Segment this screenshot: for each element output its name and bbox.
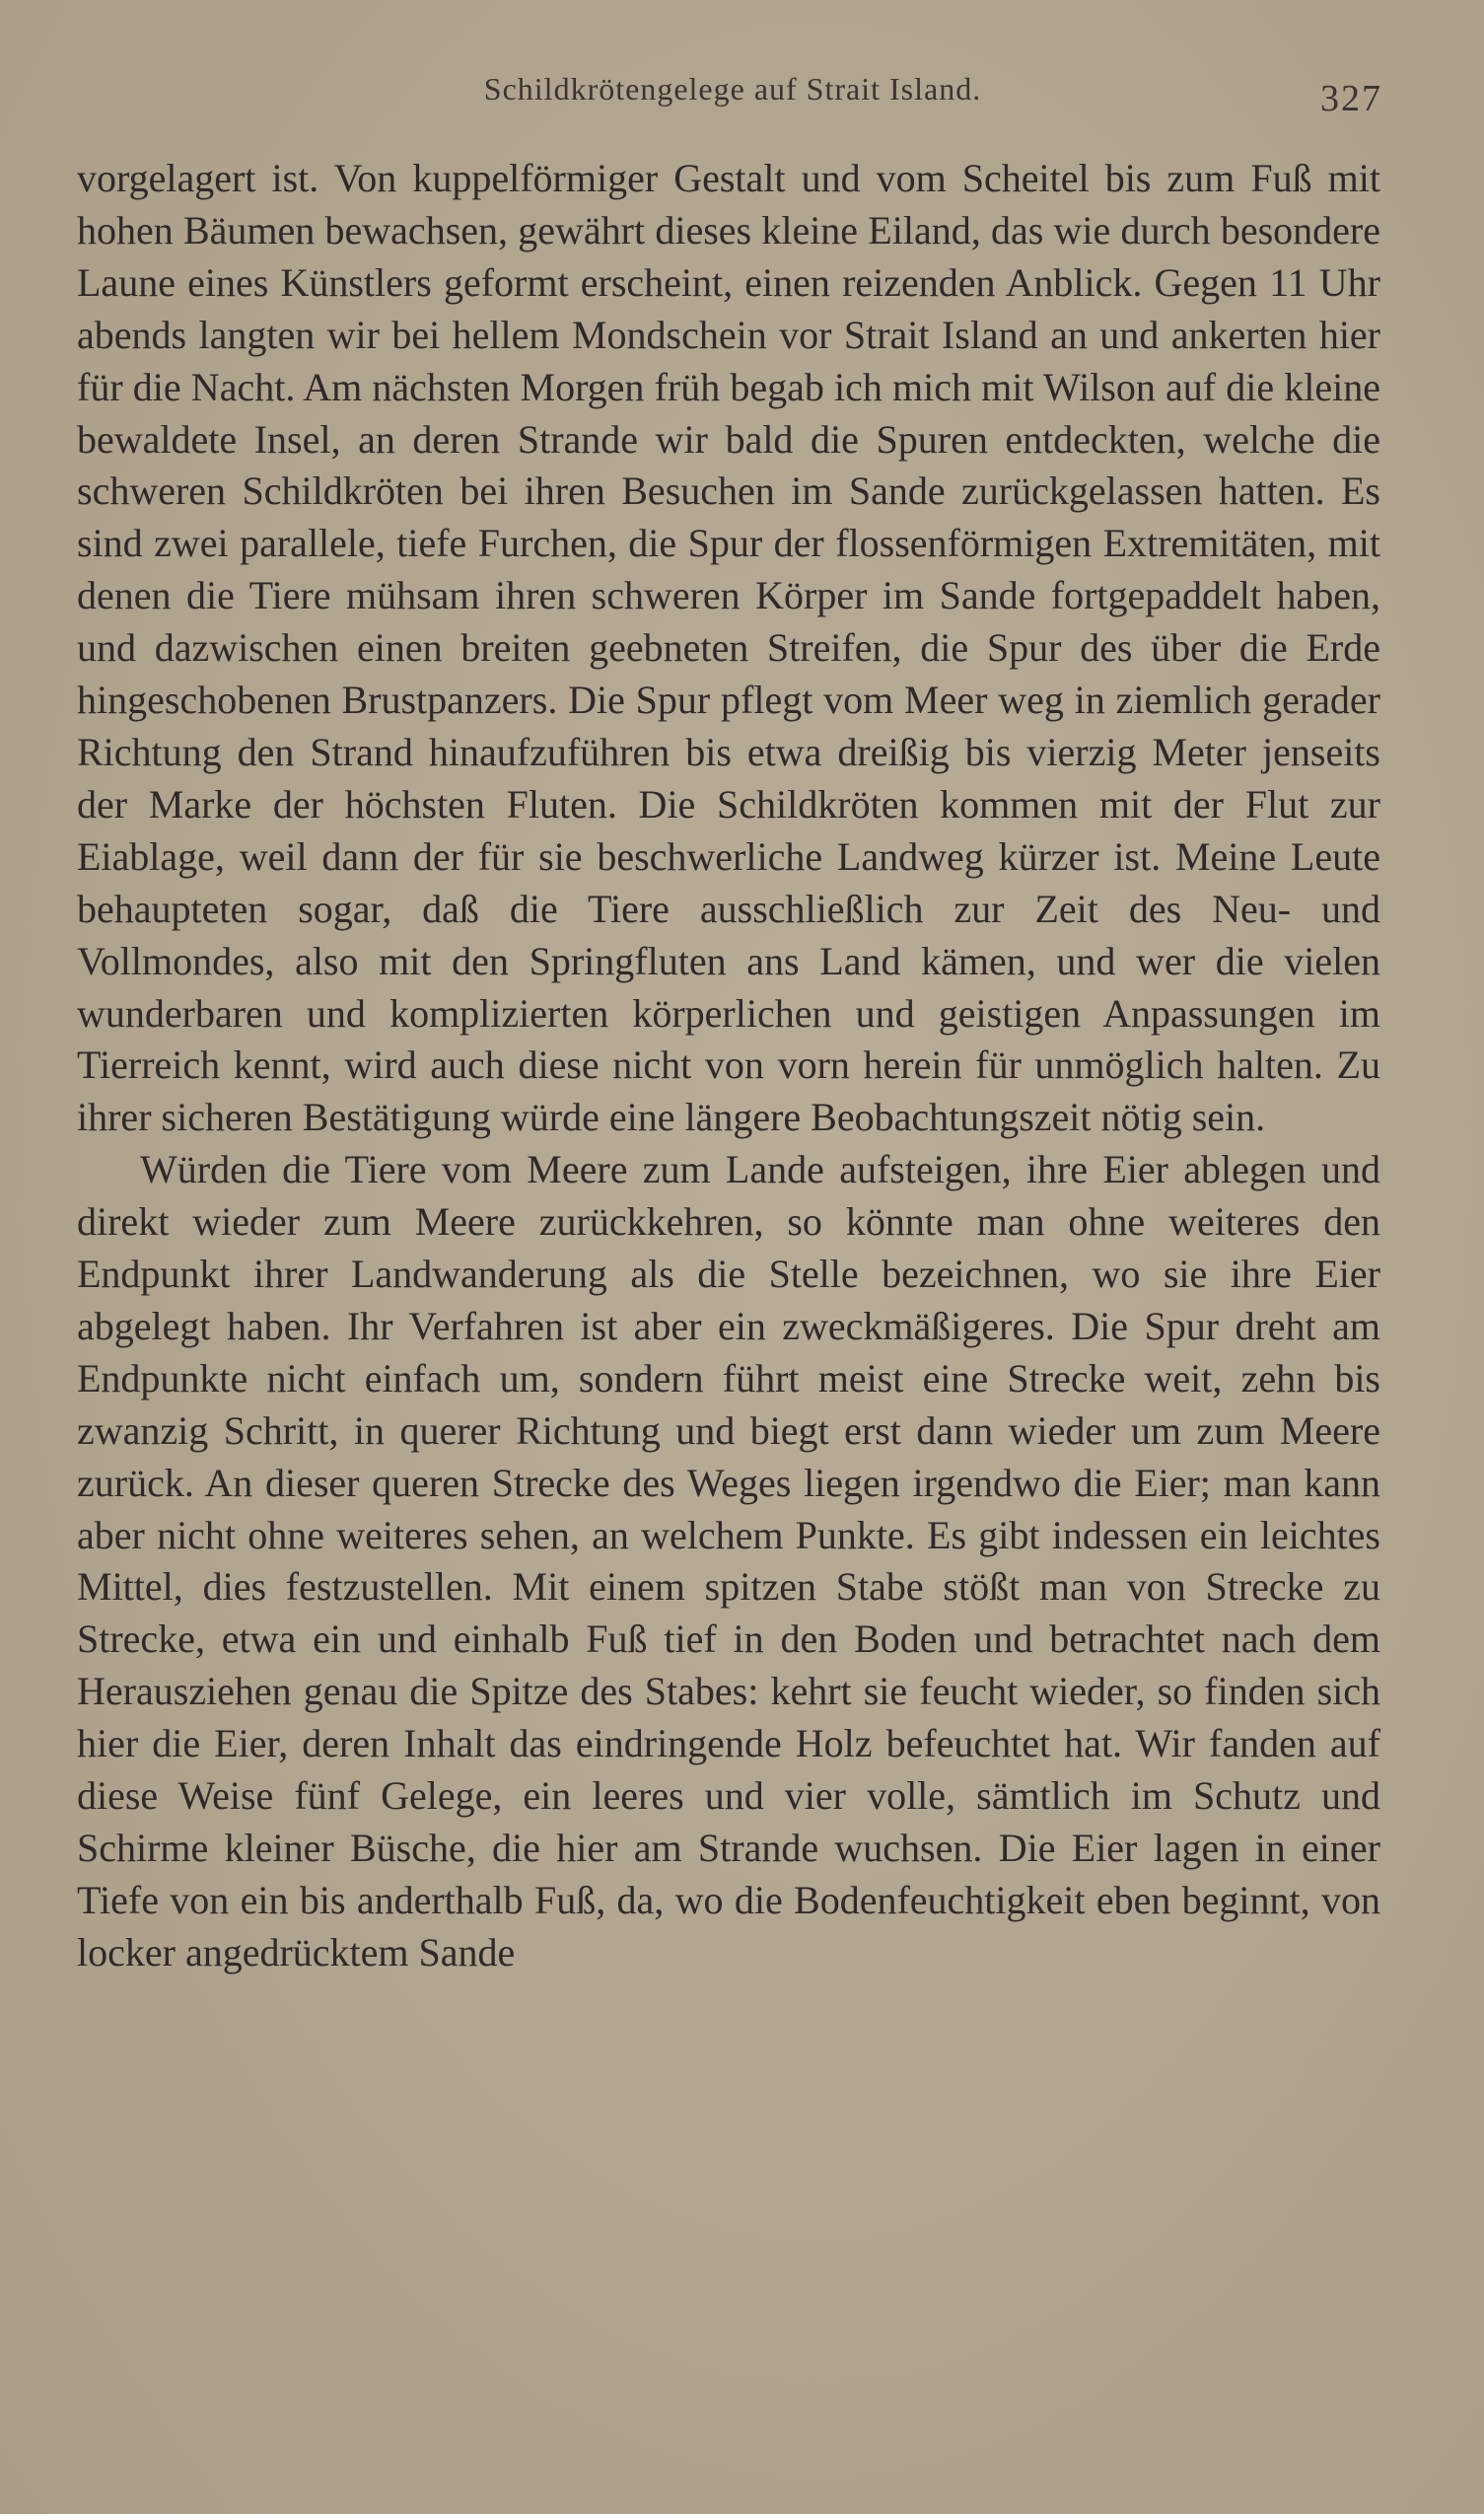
body-text <box>77 153 1380 1979</box>
page-number: 327 <box>1320 78 1382 119</box>
running-header <box>77 65 1388 124</box>
paragraph-continued: vorgelagert ist. Von kuppelförmiger Gestalt und vom Scheitel bis zum Fuß mit hohen Bäumen bewachsen, gewährt dieses kleine Eiland, das wie durch besondere Laune eines Künstlers geformt erscheint, einen reizenden Anblick. Gegen 11 Uhr abends langten wir bei hellem Mondschein vor Strait Island an und ankerten hier für die Nacht. Am nächsten Morgen früh begab ich mich mit Wilson auf die kleine bewaldete Insel, an deren Strande wir bald die Spuren entdeckten, welche die schweren Schildkröten bei ihren Besuchen im Sande zurückgelassen hatten. Es sind zwei parallele, tiefe Furchen, die Spur der flossenförmigen Extremitäten, mit denen die Tiere mühsam ihren schweren Körper im Sande fortgepaddelt haben, und dazwischen einen breiten geebneten Streifen, die Spur des über die Erde hingeschobenen Brustpanzers. Die Spur pflegt vom Meer weg in ziemlich gerader Richtung den Strand hinaufzuführen bis etwa dreißig bis vierzig Meter jenseits der Marke der höchsten Fluten. Die Schildkröten kommen mit der Flut zur Eiablage, weil dann der für sie beschwerliche Landweg kürzer ist. Meine Leute behaupteten sogar, daß die Tiere ausschließlich zur Zeit des Neu- und Vollmondes, also mit den Springfluten ans Land kämen, und wer die vielen wunderbaren und komplizierten körperlichen und geistigen Anpassungen im Tierreich kennt, wird auch diese nicht von vorn herein für unmöglich halten. Zu ihrer sicheren Bestätigung würde eine längere Beobachtungszeit nötig sein. <box>77 156 1380 1140</box>
paragraph: Würden die Tiere vom Meere zum Lande aufsteigen, ihre Eier ablegen und direkt wieder zum Meere zurückkehren, so könnte man ohne weiteres den Endpunkt ihrer Landwanderung als die Stelle bezeichnen, wo sie ihre Eier abgelegt haben. Ihr Verfahren ist aber ein zweckmäßigeres. Die Spur dreht am Endpunkte nicht einfach um, sondern führt meist eine Strecke weit, zehn bis zwanzig Schritt, in querer Richtung und biegt erst dann wieder um zum Meere zurück. An dieser queren Strecke des Weges liegen irgendwo die Eier; man kann aber nicht ohne weiteres sehen, an welchem Punkte. Es gibt indessen ein leichtes Mittel, dies festzustellen. Mit einem spitzen Stabe stößt man von Strecke zu Strecke, etwa ein und einhalb Fuß tief in den Boden und betrachtet nach dem Herausziehen genau die Spitze des Stabes: kehrt sie feucht wieder, so finden sich hier die Eier, deren Inhalt das eindringende Holz befeuchtet hat. Wir fanden auf diese Weise fünf Gelege, ein leeres und vier volle, sämtlich im Schutz und Schirme kleiner Büsche, die hier am Strande wuchsen. Die Eier lagen in einer Tiefe von ein bis anderthalb Fuß, da, wo die Bodenfeuchtigkeit eben beginnt, von locker angedrücktem Sande <box>77 1147 1380 1975</box>
running-title: Schildkrötengelege auf Strait Island. <box>483 71 982 107</box>
